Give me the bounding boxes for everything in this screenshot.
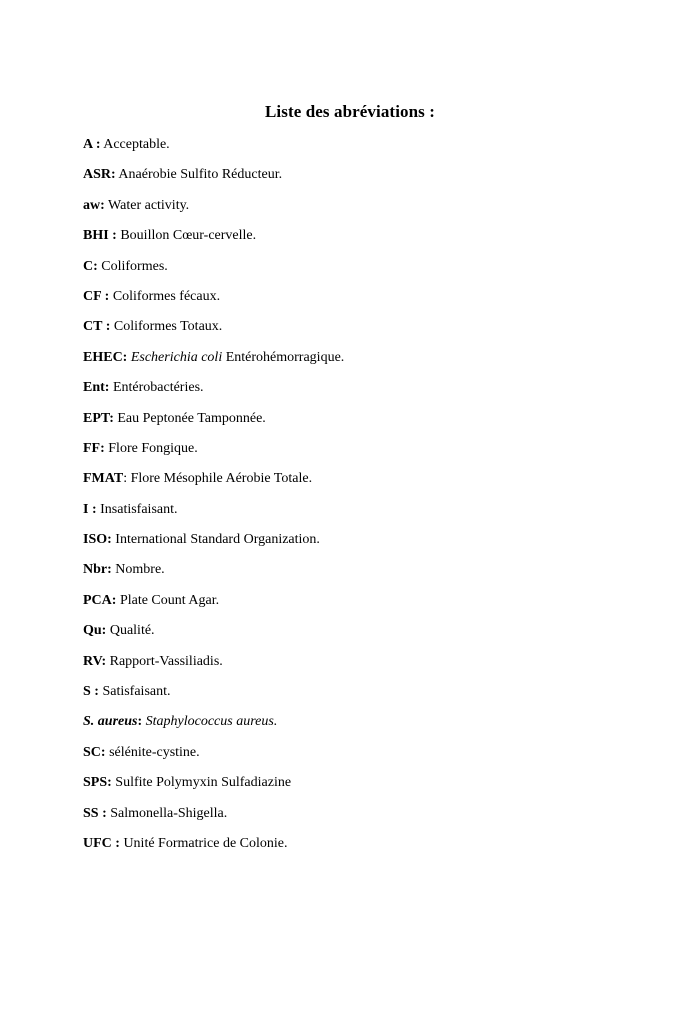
abbreviation-term: RV: <box>83 653 107 669</box>
abbreviation-term: CT : <box>83 319 111 335</box>
abbreviation-term-italic: S. aureus <box>83 714 138 730</box>
list-item <box>83 531 344 561</box>
abbreviation-term: S : <box>83 684 99 700</box>
list-item <box>83 713 344 743</box>
list-item <box>83 805 344 835</box>
abbreviation-definition: Coliformes. <box>97 258 168 274</box>
abbreviation-definition: : Flore Mésophile Aérobie Totale. <box>123 471 313 487</box>
list-item <box>83 622 344 652</box>
abbreviation-definition: Eau Peptonée Tamponnée. <box>113 410 266 426</box>
list-item <box>83 592 344 622</box>
list-item <box>83 288 344 318</box>
list-item <box>83 349 344 379</box>
abbreviation-term: EPT: <box>83 410 114 426</box>
abbreviation-term: Nbr: <box>83 562 112 578</box>
abbreviation-term: C: <box>83 258 98 274</box>
list-item <box>83 410 344 440</box>
abbreviation-term: Qu: <box>83 623 107 639</box>
abbreviation-term: FF: <box>83 440 105 456</box>
abbreviation-term: ASR: <box>83 167 116 183</box>
abbreviation-term: Ent: <box>83 380 110 396</box>
abbreviation-definition: Insatisfaisant. <box>96 501 178 517</box>
abbreviation-list <box>83 136 344 865</box>
abbreviation-definition: Sulfite Polymyxin Sulfadiazine <box>111 775 292 791</box>
abbreviation-definition: Qualité. <box>106 623 155 639</box>
abbreviation-term: : <box>137 714 143 730</box>
list-item <box>83 653 344 683</box>
abbreviation-definition-italic: Staphylococcus aureus. <box>142 714 278 730</box>
abbreviation-definition: Unité Formatrice de Colonie. <box>119 835 288 851</box>
abbreviation-term: SS : <box>83 805 107 821</box>
list-item <box>83 318 344 348</box>
list-item <box>83 835 344 865</box>
abbreviation-definition: Acceptable. <box>100 137 170 152</box>
abbreviation-term: BHI : <box>83 228 117 244</box>
abbreviation-term: I : <box>83 501 97 517</box>
abbreviation-definition: Rapport-Vassiliadis. <box>106 653 223 669</box>
abbreviation-term: EHEC: <box>83 349 128 365</box>
list-item <box>83 136 344 166</box>
abbreviation-term: A : <box>83 137 101 152</box>
list-item <box>83 501 344 531</box>
abbreviation-definition: sélénite-cystine. <box>105 744 200 760</box>
list-item <box>83 379 344 409</box>
abbreviation-term: FMAT <box>83 471 124 487</box>
abbreviation-term: ISO: <box>83 532 112 548</box>
abbreviation-definition: Entérobactéries. <box>109 380 204 396</box>
list-item <box>83 166 344 196</box>
abbreviation-term: PCA: <box>83 592 117 608</box>
abbreviation-definition: Flore Fongique. <box>104 440 198 456</box>
abbreviation-definition: Nombre. <box>111 562 165 578</box>
list-item <box>83 470 344 500</box>
abbreviation-definition: Plate Count Agar. <box>116 592 220 608</box>
abbreviation-definition: Coliformes Totaux. <box>110 319 223 335</box>
list-item <box>83 744 344 774</box>
list-item <box>83 227 344 257</box>
abbreviation-term: aw: <box>83 197 105 213</box>
list-item <box>83 561 344 591</box>
abbreviation-term: CF : <box>83 288 110 304</box>
abbreviation-definition: Entérohémorragique. <box>222 349 345 365</box>
abbreviation-term: SC: <box>83 744 106 760</box>
list-item <box>83 683 344 713</box>
abbreviation-term: UFC : <box>83 835 120 851</box>
abbreviation-definition: Satisfaisant. <box>98 684 171 700</box>
abbreviation-definition: Water activity. <box>104 197 190 213</box>
abbreviation-term: SPS: <box>83 775 112 791</box>
list-item <box>83 258 344 288</box>
abbreviation-definition-italic: Escherichia coli <box>127 349 223 365</box>
list-item <box>83 440 344 470</box>
abbreviation-definition: International Standard Organization. <box>111 532 320 548</box>
abbreviation-definition: Anaérobie Sulfito Réducteur. <box>115 167 283 183</box>
abbreviation-definition: Coliformes fécaux. <box>109 288 221 304</box>
page-title: Liste des abréviations : <box>264 102 436 121</box>
list-item <box>83 197 344 227</box>
abbreviation-definition: Salmonella-Shigella. <box>106 805 228 821</box>
abbreviation-definition: Bouillon Cœur-cervelle. <box>116 228 257 244</box>
list-item <box>83 774 344 804</box>
